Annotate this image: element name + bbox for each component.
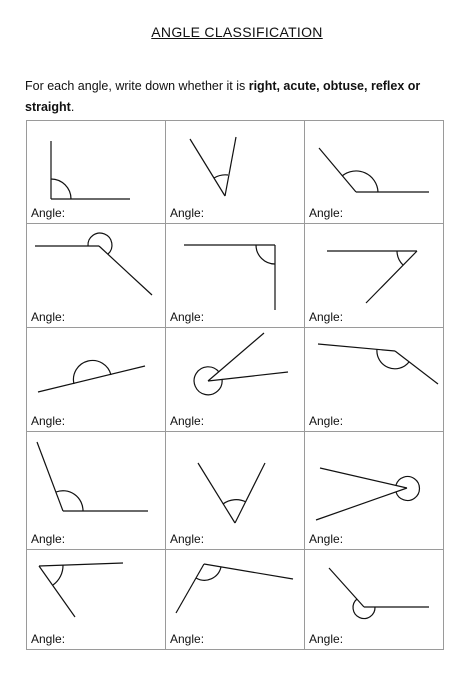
angle-grid <box>26 120 444 650</box>
angle-8-label: Angle: <box>170 414 205 428</box>
page-title: ANGLE CLASSIFICATION <box>151 24 323 40</box>
angle-cell-9[interactable] <box>305 328 444 432</box>
angle-12-label: Angle: <box>309 532 344 546</box>
angle-4-label: Angle: <box>31 310 66 324</box>
angle-11-label: Angle: <box>170 532 205 546</box>
angle-5-label: Angle: <box>170 310 205 324</box>
angle-cell-4[interactable] <box>26 224 166 328</box>
angle-cell-15[interactable] <box>305 550 444 650</box>
instructions-text: For each angle, write down whether it is <box>25 79 249 93</box>
angle-cell-12[interactable] <box>305 432 444 550</box>
angle-cell-2[interactable] <box>166 120 305 224</box>
instructions <box>25 76 455 118</box>
angle-15-label: Angle: <box>309 632 344 646</box>
angle-9-label: Angle: <box>309 414 344 428</box>
angle-2-label: Angle: <box>170 206 205 220</box>
angle-cell-10[interactable] <box>26 432 166 550</box>
angle-cell-11[interactable] <box>166 432 305 550</box>
angle-cell-14[interactable] <box>166 550 305 650</box>
angle-cell-13[interactable] <box>26 550 166 650</box>
angle-13-label: Angle: <box>31 632 66 646</box>
angle-cell-1[interactable] <box>26 120 166 224</box>
angle-cell-6[interactable] <box>305 224 444 328</box>
angle-cell-5[interactable] <box>166 224 305 328</box>
angle-14-label: Angle: <box>170 632 205 646</box>
angle-cell-7[interactable] <box>26 328 166 432</box>
angle-cell-3[interactable] <box>305 120 444 224</box>
instructions-end: . <box>70 100 75 114</box>
angle-1-label: Angle: <box>31 206 66 220</box>
angle-6-label: Angle: <box>309 310 344 324</box>
angle-10-label: Angle: <box>31 532 66 546</box>
angle-3-label: Angle: <box>309 206 344 220</box>
angle-7-label: Angle: <box>31 414 66 428</box>
angle-types: right, acute, obtuse, reflex or straight <box>25 79 421 114</box>
angle-cell-8[interactable] <box>166 328 305 432</box>
